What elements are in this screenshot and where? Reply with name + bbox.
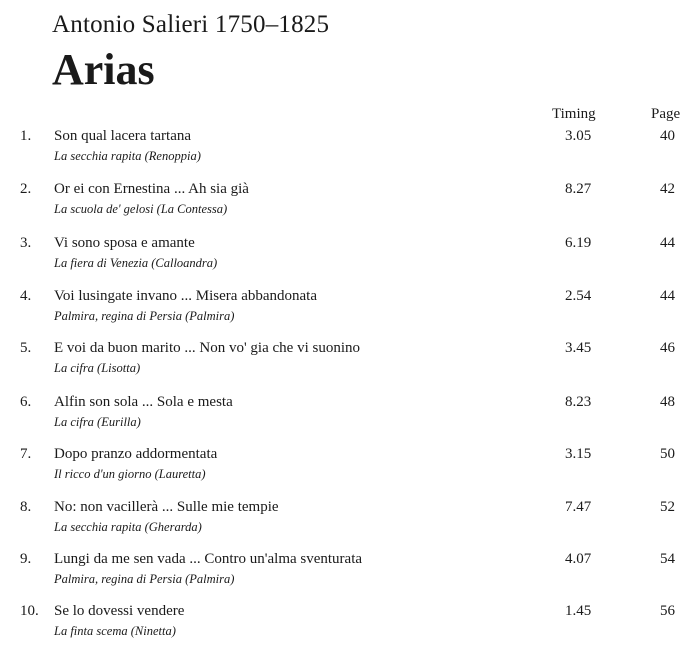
track-row [0,181,700,225]
track-timing: 4.07 [565,551,592,567]
track-timing: 6.19 [565,235,592,251]
track-row [0,288,700,332]
track-row [0,499,700,543]
track-number: 1. [20,128,32,144]
aria-title: Or ei con Ernestina ... Ah sia già [54,181,249,197]
track-number: 9. [20,551,32,567]
track-timing: 8.23 [565,394,592,410]
track-row [0,235,700,279]
track-number: 8. [20,499,32,515]
track-row [0,340,700,384]
aria-title: Alfin son sola ... Sola e mesta [54,394,233,410]
aria-title: E voi da buon marito ... Non vo' gia che vi suonino [54,340,360,356]
aria-title: Se lo dovessi vendere [54,603,185,619]
track-row [0,603,700,647]
track-page: 54 [660,551,675,567]
track-timing: 3.45 [565,340,592,356]
track-timing: 3.15 [565,446,592,462]
track-page: 42 [660,181,675,197]
aria-title: No: non vacillerà ... Sulle mie tempie [54,499,279,515]
track-number: 2. [20,181,32,197]
track-row [0,446,700,490]
track-page: 48 [660,394,675,410]
track-number: 6. [20,394,32,410]
composer-heading: Antonio Salieri 1750–1825 [52,11,330,38]
aria-title: Lungi da me sen vada ... Contro un'alma sventurata [54,551,363,567]
track-page: 44 [660,288,675,304]
track-timing: 2.54 [565,288,592,304]
opera-role: La cifra (Eurilla) [54,415,141,429]
page-column-header: Page [651,106,681,122]
page-title: Arias [52,45,155,94]
opera-role: La finta scema (Ninetta) [54,624,176,638]
opera-role: Il ricco d'un giorno (Lauretta) [54,467,206,481]
track-page: 50 [660,446,675,462]
track-page: 52 [660,499,675,515]
opera-role: La secchia rapita (Renoppia) [54,149,201,163]
track-page: 44 [660,235,675,251]
track-number: 10. [20,603,39,619]
track-timing: 1.45 [565,603,592,619]
track-timing: 7.47 [565,499,592,515]
track-timing: 8.27 [565,181,592,197]
opera-role: La cifra (Lisotta) [54,361,141,375]
track-row [0,551,700,595]
track-timing: 3.05 [565,128,592,144]
aria-title: Dopo pranzo addormentata [54,446,218,462]
opera-role: Palmira, regina di Persia (Palmira) [54,572,235,586]
timing-column-header: Timing [552,106,596,122]
opera-role: La fiera di Venezia (Calloandra) [54,256,218,270]
track-page: 56 [660,603,675,619]
track-page: 46 [660,340,675,356]
track-number: 3. [20,235,32,251]
opera-role: Palmira, regina di Persia (Palmira) [54,309,235,323]
track-row [0,394,700,438]
opera-role: La scuola de' gelosi (La Contessa) [54,202,228,216]
opera-role: La secchia rapita (Gherarda) [54,520,202,534]
track-number: 4. [20,288,32,304]
aria-title: Son qual lacera tartana [54,128,192,144]
track-page: 40 [660,128,675,144]
track-row [0,128,700,172]
track-number: 7. [20,446,32,462]
track-number: 5. [20,340,32,356]
aria-title: Voi lusingate invano ... Misera abbandonata [54,288,317,304]
aria-title: Vi sono sposa e amante [54,235,195,251]
